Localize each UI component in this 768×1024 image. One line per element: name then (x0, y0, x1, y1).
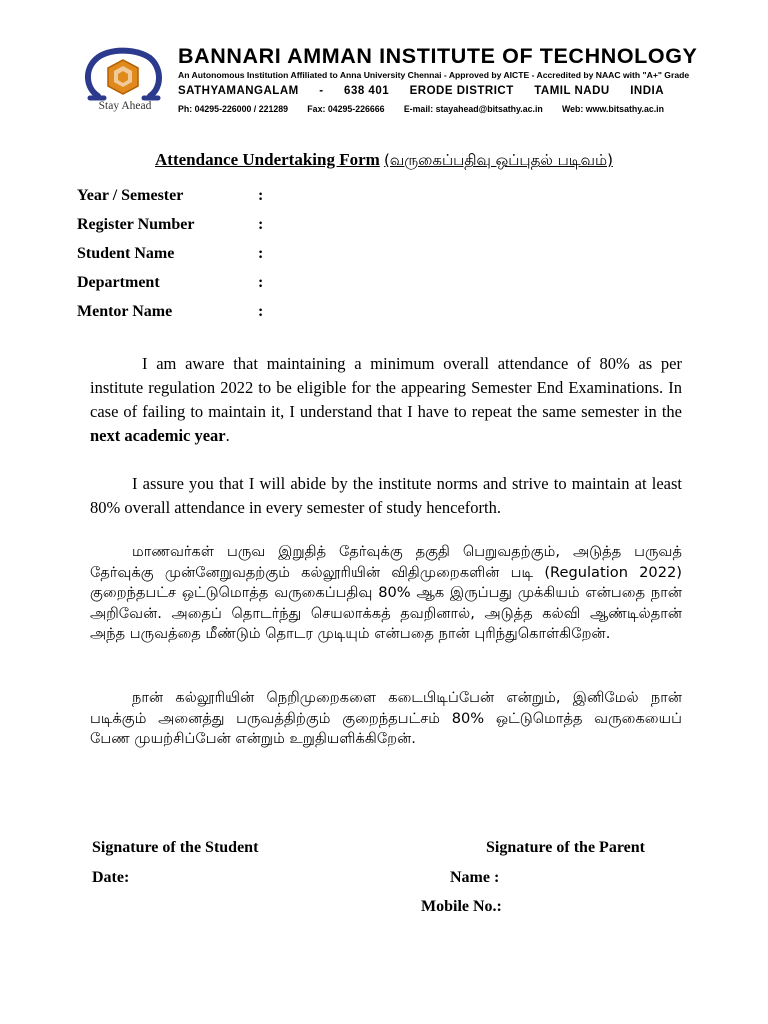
field-label-mentor-name: Mentor Name (77, 303, 173, 320)
address-part: TAMIL NADU (534, 85, 610, 97)
address-part: - (319, 85, 324, 97)
field-colon: : (258, 274, 264, 291)
address-part: SATHYAMANGALAM (178, 85, 299, 97)
field-colon: : (258, 216, 264, 233)
undertaking-paragraph-1 (90, 352, 682, 448)
field-label-department: Department (77, 274, 160, 291)
institution-name: BANNARI AMMAN INSTITUTE OF TECHNOLOGY (178, 44, 698, 68)
paragraph-bold-text: next academic year (90, 426, 226, 445)
field-label-year-semester: Year / Semester (77, 187, 184, 204)
student-signature-label: Signature of the Student (92, 839, 259, 856)
parent-signature-label: Signature of the Parent (486, 839, 645, 856)
parent-name-label: Name : (450, 869, 500, 886)
field-label-register-number: Register Number (77, 216, 195, 233)
address-part: 638 401 (344, 85, 390, 97)
address-part: ERODE DISTRICT (409, 85, 514, 97)
institution-subtitle: An Autonomous Institution Affiliated to Anna University Chennai - Approved by AICTE - Accredited by NAAC with "A+" Grade (178, 70, 690, 80)
form-title-english: Attendance Undertaking Form (155, 150, 380, 169)
paragraph-text-end: . (225, 426, 230, 445)
form-title-tamil: (வருகைப்பதிவு ஒப்புதல் படிவம்) (384, 151, 613, 169)
logo-caption: Stay Ahead (98, 100, 152, 112)
institution-logo (80, 44, 170, 120)
contact-line (178, 103, 664, 115)
fax-text: Fax: 04295-226666 (307, 104, 385, 114)
phone-text: Ph: 04295-226000 / 221289 (178, 104, 289, 114)
field-colon: : (258, 245, 264, 262)
tamil-paragraph-1: மாணவர்கள் பருவ இறுதித் தேர்வுக்கு தகுதி பெறுவதற்கும், அடுத்த பருவத் தேர்வுக்கு முன்னேறுவதற்கும் கல்லூரியின் விதிமுறைகளின் படி (Regulation 2022) குறைந்தபட்ச ஒட்டுமொத்த வருகைப்பதிவு 80% ஆக இருப்பது முக்கியம் என்பதை நான் அறிவேன். அதைப் தொடர்ந்து செயலாக்கத் தவறினால், அடுத்த கல்வி ஆண்டில்தான் அந்த பருவத்தை மீண்டும் தொடர முடியும் என்பதை நான் புரிந்துகொள்கிறேன். (90, 543, 682, 642)
date-label: Date: (92, 869, 130, 886)
tamil-paragraph-2: நான் கல்லூரியின் நெறிமுறைகளை கடைபிடிப்பேன் என்றும், இனிமேல் நான் படிக்கும் அனைத்து பருவத்திற்கும் குறைந்தபட்சம் 80% ஒட்டுமொத்த வருகையைப் பேண முயற்சிப்பேன் என்றும் உறுதியளிக்கிறேன். (90, 689, 682, 747)
field-colon: : (258, 187, 264, 204)
mobile-number-label: Mobile No.: (421, 898, 502, 915)
field-colon: : (258, 303, 264, 320)
address-line (178, 84, 664, 98)
form-title (0, 149, 768, 171)
undertaking-paragraph-2: I assure you that I will abide by the institute norms and strive to maintain at least 80% overall attendance in every semester of study henceforth. (90, 474, 682, 517)
address-part: INDIA (630, 85, 664, 97)
email-text: E-mail: stayahead@bitsathy.ac.in (403, 104, 543, 114)
field-label-student-name: Student Name (77, 245, 175, 262)
website-text: Web: www.bitsathy.ac.in (562, 104, 664, 114)
paragraph-text: I am aware that maintaining a minimum overall attendance of 80% as per institute regulation 2022 to be eligible for the appearing Semester End Examinations. In case of failing to maintain it, I understand that I have to repeat the same semester in the (90, 354, 682, 421)
